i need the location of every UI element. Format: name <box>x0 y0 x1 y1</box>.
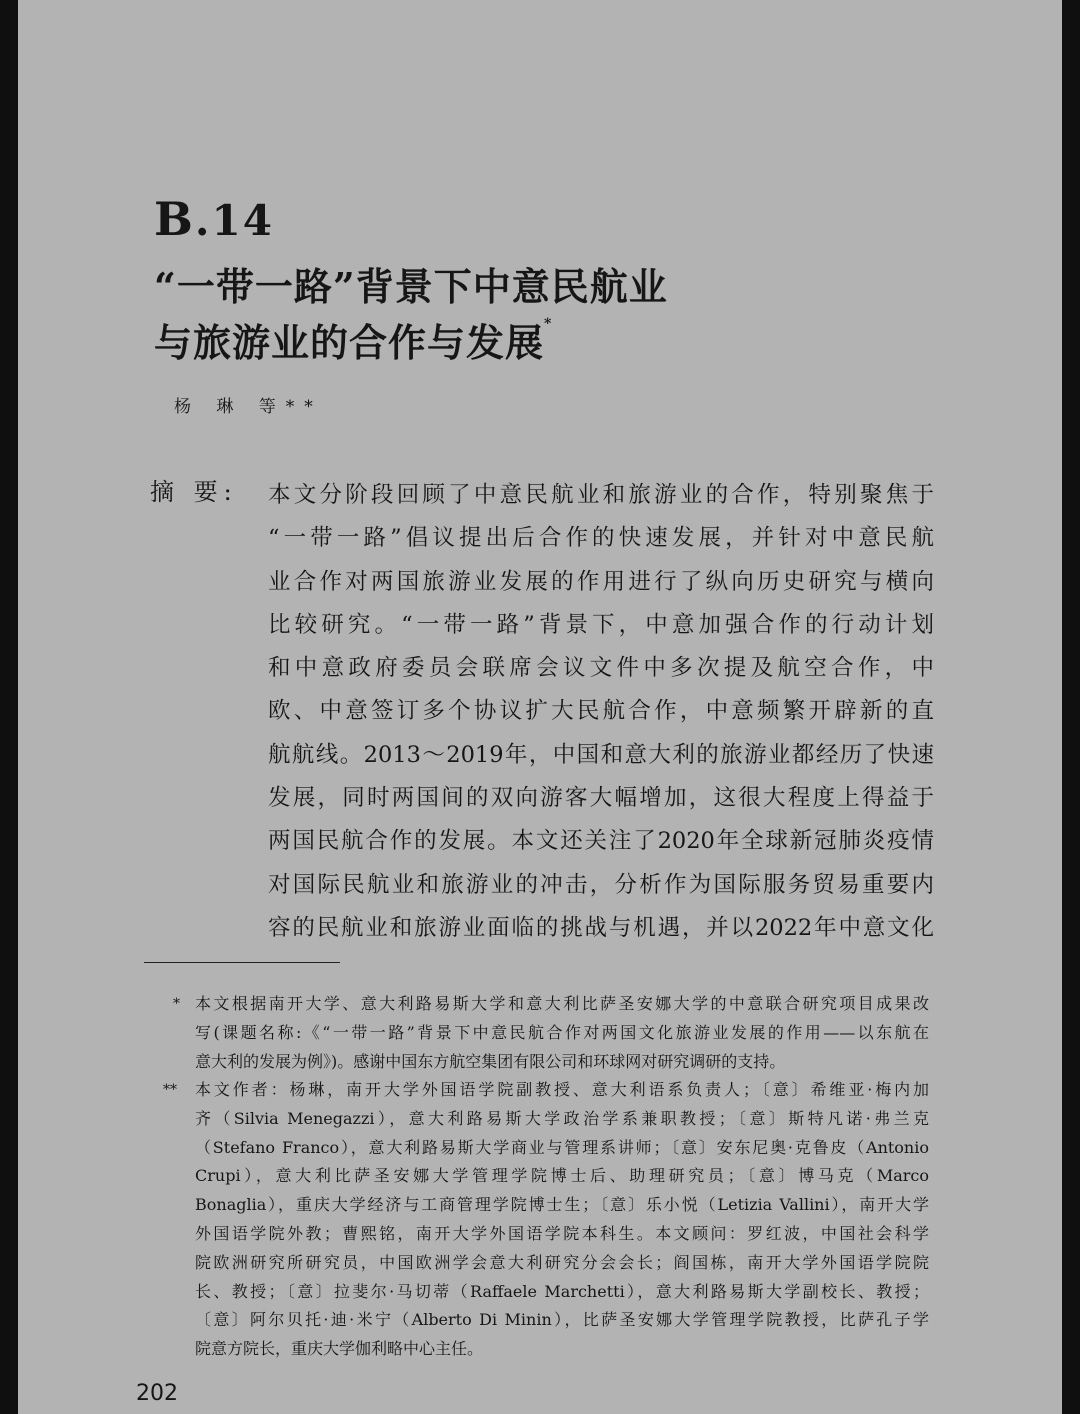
footnote-line: （Stefano Franco），意大利路易斯大学商业与管理系讲师；〔意〕安东尼奥·克鲁皮（Antonio <box>195 1137 929 1157</box>
title-footnote-mark: * <box>544 316 553 332</box>
abstract-line: 比较研究。“一带一路”背景下，中意加强合作的行动计划 <box>268 611 934 638</box>
footnote-line: 〔意〕阿尔贝托·迪·米宁（Alberto Di Minin），比萨圣安娜大学管理学院教授，比萨孔子学 <box>195 1310 929 1330</box>
footnote-line: 意大利的发展为例》)。感谢中国东方航空集团有限公司和环球网对研究调研的支持。 <box>195 1051 786 1071</box>
footnote-line: 写(课题名称:《“一带一路”背景下中意民航合作对两国文化旅游业发展的作用——以东航在 <box>195 1022 929 1042</box>
abstract-line: “一带一路”倡议提出后合作的快速发展，并针对中意民航 <box>268 525 934 552</box>
footnote-line: 院欧洲研究所研究员，中国欧洲学会意大利研究分会会长；阎国栋，南开大学外国语学院院 <box>195 1252 929 1272</box>
title-line-2 <box>154 312 552 367</box>
footnote-line: 本文作者：杨琳，南开大学外国语学院副教授、意大利语系负责人；〔意〕希维亚·梅内加 <box>195 1080 929 1099</box>
title-text-1: “一带一路”背景下中意民航业 <box>154 264 668 309</box>
title-text-2: 与旅游业的合作与发展 <box>154 320 545 365</box>
footnote-divider <box>144 962 340 963</box>
abstract-body <box>268 474 934 950</box>
chapter-number: .14 <box>194 196 274 245</box>
abstract-line: 业合作对两国旅游业发展的作用进行了纵向历史研究与横向 <box>268 568 934 595</box>
footnote-line: 外国语学院外教；曹熙铭，南开大学外国语学院本科生。本文顾问：罗红波，中国社会科学 <box>195 1223 929 1243</box>
footnote-mark: ** <box>163 1082 177 1098</box>
abstract-line: 和中意政府委员会联席会议文件中多次提及航空合作，中 <box>268 655 934 682</box>
footnote-line: 本文根据南开大学、意大利路易斯大学和意大利比萨圣安娜大学的中意联合研究项目成果改 <box>195 994 929 1013</box>
title-line-1 <box>154 256 668 311</box>
author-line: 杨 琳 等** <box>174 397 323 417</box>
footnote-line: 长、教授；〔意〕拉斐尔·马切蒂（Raffaele Marchetti），意大利路易斯大学副校长、教授； <box>195 1281 929 1301</box>
footnote-body <box>195 1076 929 1364</box>
footnote-line: Crupi），意大利比萨圣安娜大学管理学院博士后、助理研究员；〔意〕博马克（Marco <box>195 1166 929 1186</box>
abstract-line: 欧、中意签订多个协议扩大民航合作，中意频繁开辟新的直 <box>268 698 934 725</box>
footnote-1 <box>163 990 929 1076</box>
footnote-line: 齐（Silvia Menegazzi），意大利路易斯大学政治学系兼职教授；〔意〕斯特凡诺·弗兰克 <box>195 1108 929 1128</box>
abstract-line: 容的民航业和旅游业面临的挑战与机遇，并以2022年中意文化 <box>268 914 934 941</box>
abstract-line: 发展，同时两国间的双向游客大幅增加，这很大程度上得益于 <box>268 785 934 812</box>
abstract-label: 摘 要: <box>150 478 238 506</box>
page-number: 202 <box>136 1381 178 1406</box>
abstract-line: 航航线。2013～2019年，中国和意大利的旅游业都经历了快速 <box>268 741 934 768</box>
abstract-line: 两国民航合作的发展。本文还关注了2020年全球新冠肺炎疫情 <box>268 828 934 855</box>
footnote-line: 院意方院长，重庆大学伽利略中心主任。 <box>195 1339 484 1359</box>
footnote-line: Bonaglia），重庆大学经济与工商管理学院博士生；〔意〕乐小悦（Letizia Vallini），南开大学 <box>195 1195 929 1215</box>
abstract-line: 本文分阶段回顾了中意民航业和旅游业的合作，特别聚焦于 <box>268 482 934 508</box>
book-page <box>18 0 1062 1414</box>
footnote-mark: * <box>173 996 180 1012</box>
footnote-body <box>195 990 929 1076</box>
chapter-letter: B <box>154 192 195 246</box>
chapter-code <box>154 192 274 246</box>
footnote-2 <box>163 1076 929 1364</box>
abstract-line: 对国际民航业和旅游业的冲击，分析作为国际服务贸易重要内 <box>268 871 934 898</box>
